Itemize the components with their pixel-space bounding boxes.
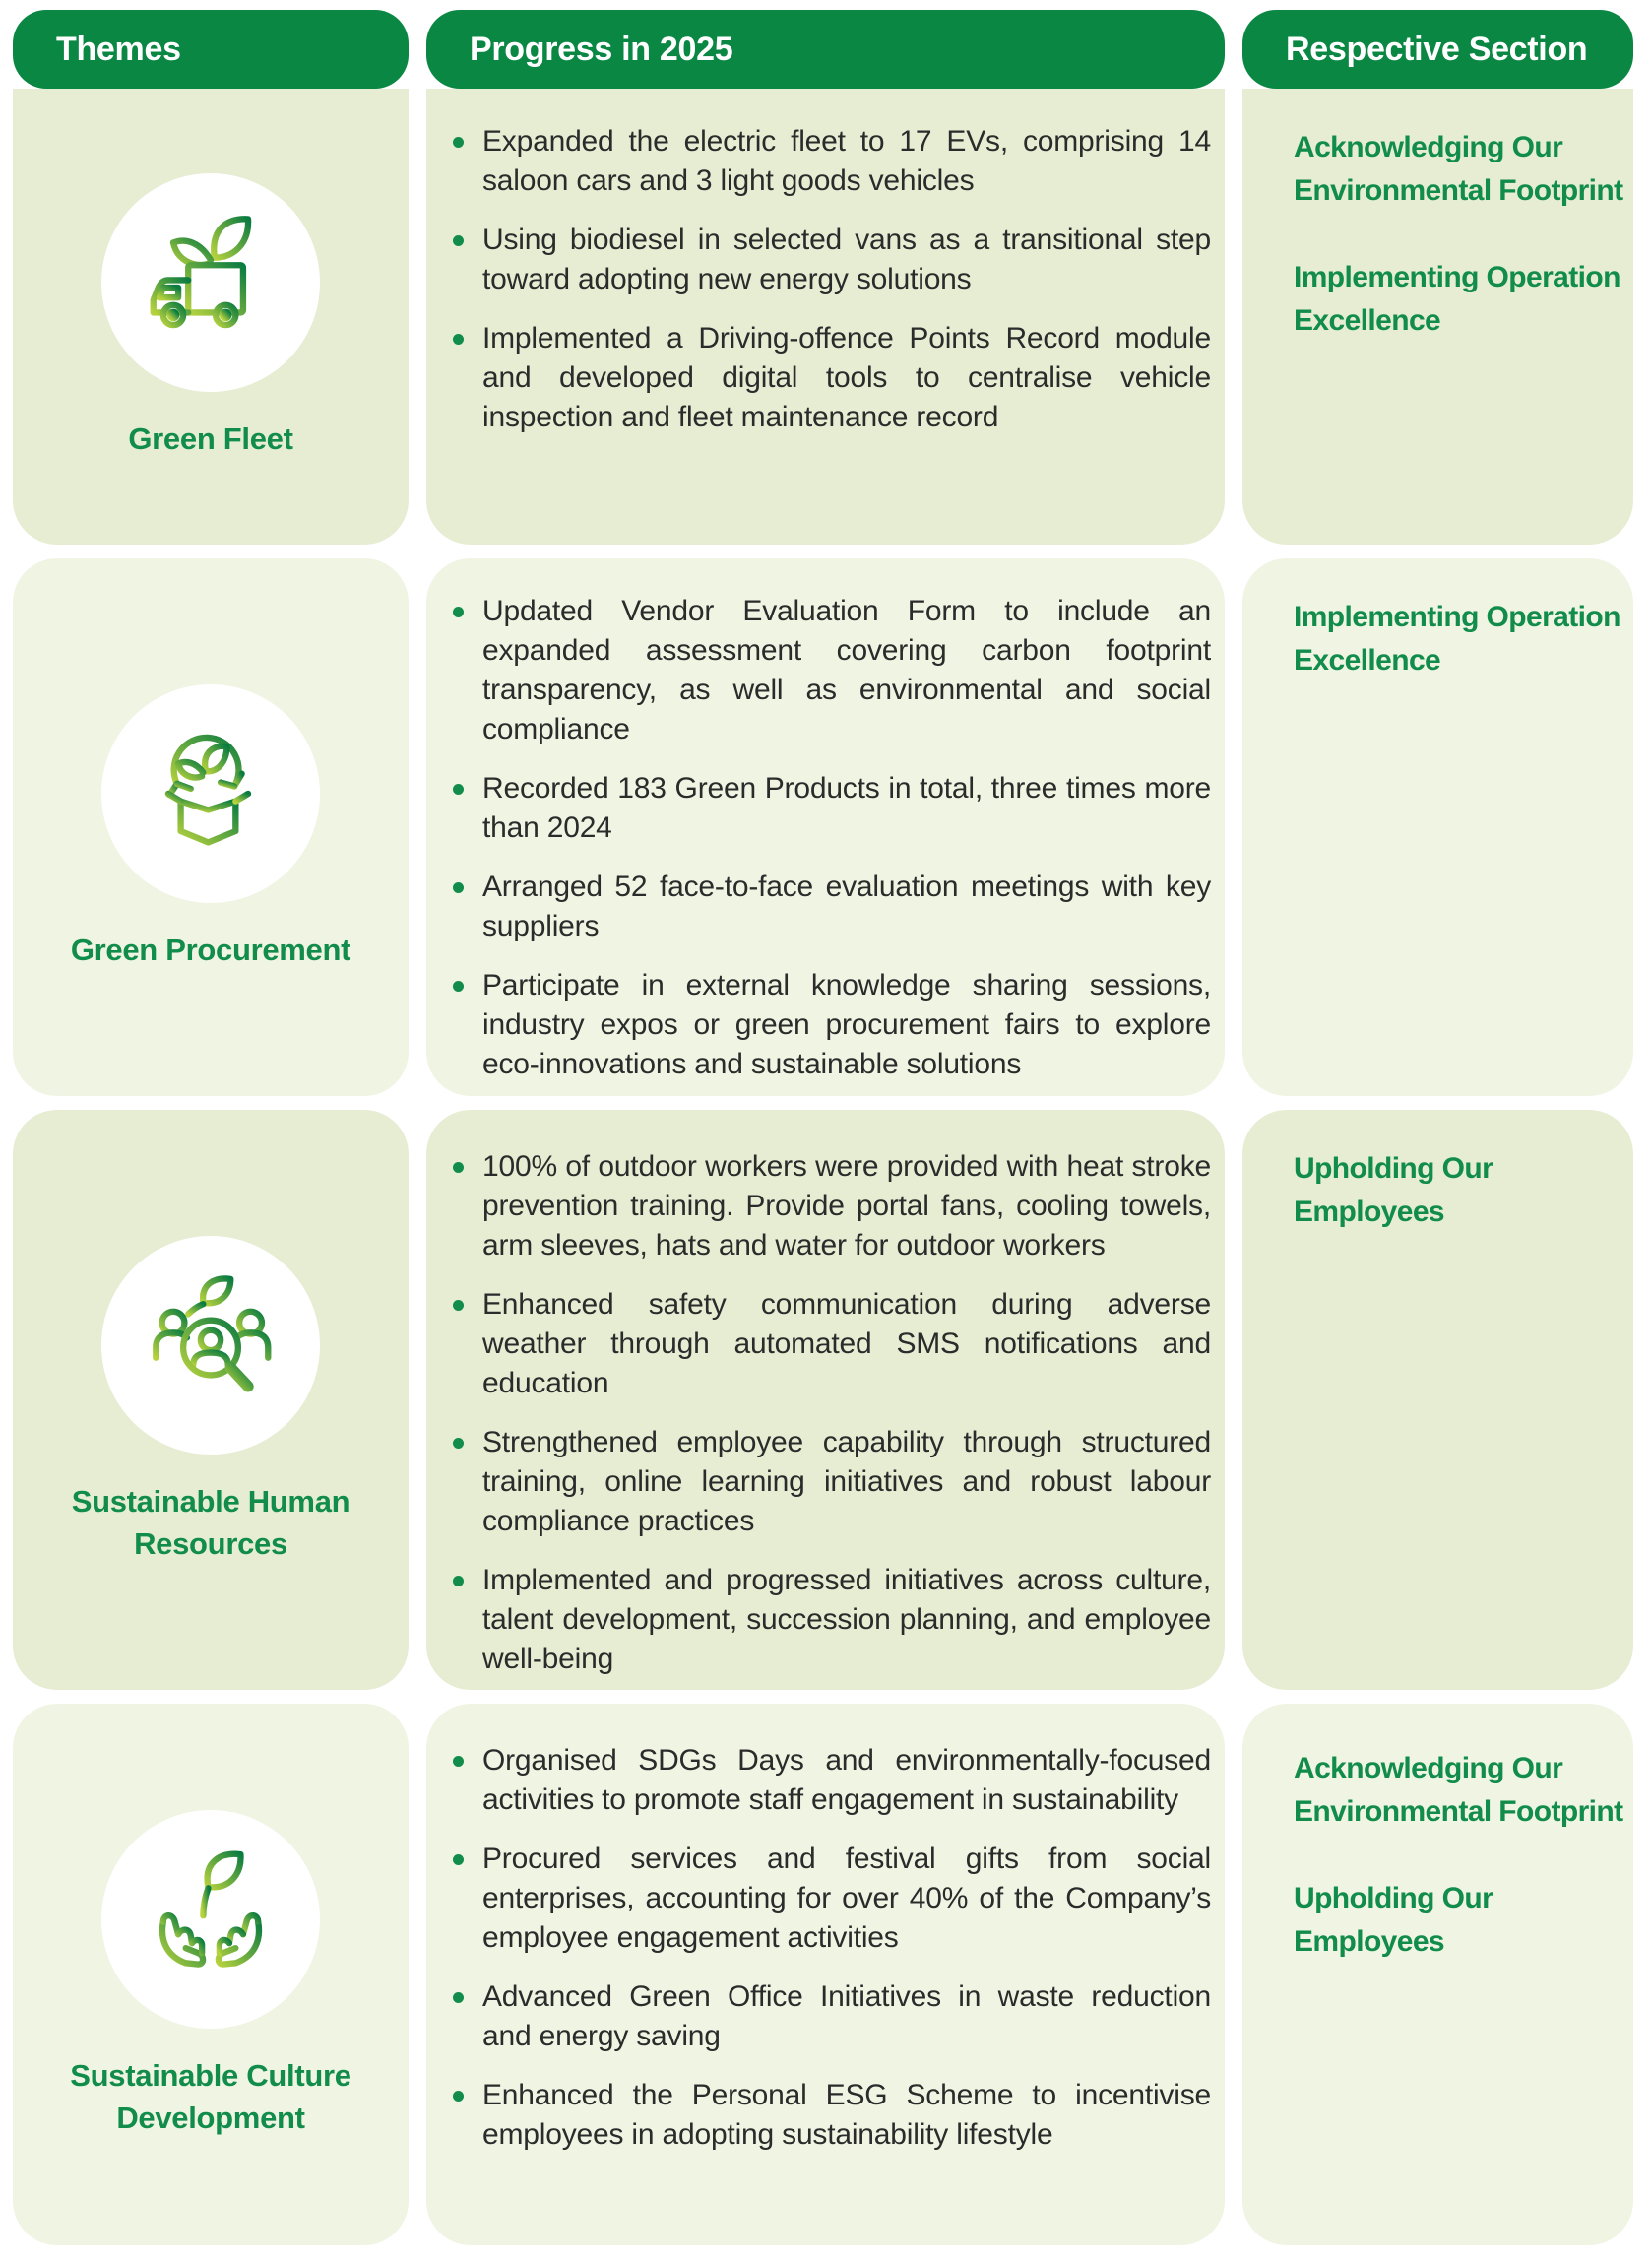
- progress-list: [426, 122, 1211, 437]
- theme-cell-green-procurement: [13, 558, 409, 1096]
- progress-item: Enhanced the Personal ESG Scheme to incentivise employees in adopting sustainability lifestyle: [426, 2076, 1211, 2155]
- progress-list: [426, 1147, 1211, 1679]
- section-cell-green-fleet: [1242, 89, 1633, 545]
- section-link: Implementing Operation Excellence: [1294, 261, 1620, 337]
- progress-item: Using biodiesel in selected vans as a transitional step toward adopting new energy solutions: [426, 221, 1211, 299]
- progress-item: Expanded the electric fleet to 17 EVs, comprising 14 saloon cars and 3 light goods vehicles: [426, 122, 1211, 201]
- section-link: Acknowledging Our Environmental Footprint: [1294, 1752, 1623, 1828]
- sustainable-culture-hands-leaf-icon: [136, 1844, 286, 1994]
- green-fleet-icon-circle: [101, 173, 320, 392]
- themes-column-header: [13, 10, 409, 89]
- sustainable-hr-icon-circle: [101, 1236, 320, 1455]
- green-fleet-truck-leaves-icon: [136, 208, 286, 357]
- progress-item: Implemented and progressed initiatives across culture, talent development, succession planning, and employee well-being: [426, 1561, 1211, 1679]
- section-cell-sustainable-culture-development: [1242, 1704, 1633, 2245]
- progress-item: Advanced Green Office Initiatives in waste reduction and energy saving: [426, 1977, 1211, 2056]
- green-procurement-box-recycle-icon: [136, 719, 286, 869]
- theme-cell-sustainable-culture-development: [13, 1704, 409, 2245]
- progress-item: Strengthened employee capability through structured training, online learning initiatives and robust labour compliance practices: [426, 1423, 1211, 1541]
- progress-cell-green-procurement: [426, 558, 1225, 1096]
- progress-item: Updated Vendor Evaluation Form to include an expanded assessment covering carbon footprint transparency, as well as environmental and social compliance: [426, 592, 1211, 749]
- theme-label-green-fleet: Green Fleet: [128, 421, 293, 456]
- green-procurement-icon-circle: [101, 684, 320, 903]
- progress-cell-sustainable-human-resources: [426, 1110, 1225, 1690]
- themes-header-label: Themes: [56, 30, 181, 68]
- progress-column-header: [426, 10, 1225, 89]
- progress-item: Recorded 183 Green Products in total, three times more than 2024: [426, 769, 1211, 848]
- respective-section-header-label: Respective Section: [1286, 30, 1588, 68]
- progress-item: Enhanced safety communication during adverse weather through automated SMS notifications and education: [426, 1285, 1211, 1403]
- section-link: Upholding Our Employees: [1294, 1152, 1493, 1228]
- sustainable-hr-people-magnifier-icon: [136, 1270, 286, 1420]
- three-column-table: [13, 10, 1633, 2245]
- progress-item: Organised SDGs Days and environmentally-focused activities to promote staff engagement in sustainability: [426, 1741, 1211, 1820]
- progress-header-label: Progress in 2025: [470, 30, 733, 68]
- section-cell-green-procurement: [1242, 558, 1633, 1096]
- progress-cell-green-fleet: [426, 89, 1225, 545]
- theme-cell-sustainable-human-resources: [13, 1110, 409, 1690]
- progress-item: Arranged 52 face-to-face evaluation meetings with key suppliers: [426, 868, 1211, 946]
- progress-item: Participate in external knowledge sharing sessions, industry expos or green procurement fairs to explore eco-innovations and sustainable solutions: [426, 966, 1211, 1084]
- section-cell-sustainable-human-resources: [1242, 1110, 1633, 1690]
- progress-item: Procured services and festival gifts from social enterprises, accounting for over 40% of the Company’s employee engagement activities: [426, 1840, 1211, 1958]
- progress-list: [426, 592, 1211, 1084]
- theme-label-sustainable-human-resources: Sustainable Human Resources: [71, 1483, 350, 1561]
- theme-cell-green-fleet: [13, 89, 409, 545]
- respective-section-column-header: [1242, 10, 1633, 89]
- section-link: Implementing Operation Excellence: [1294, 601, 1620, 677]
- section-link: Upholding Our Employees: [1294, 1882, 1493, 1958]
- section-link: Acknowledging Our Environmental Footprint: [1294, 131, 1623, 207]
- progress-item: 100% of outdoor workers were provided with heat stroke prevention training. Provide portal fans, cooling towels, arm sleeves, hats and water for outdoor workers: [426, 1147, 1211, 1265]
- sustainable-culture-icon-circle: [101, 1810, 320, 2029]
- theme-label-green-procurement: Green Procurement: [70, 932, 351, 967]
- theme-label-sustainable-culture-development: Sustainable Culture Development: [70, 2058, 351, 2135]
- progress-cell-sustainable-culture-development: [426, 1704, 1225, 2245]
- progress-item: Implemented a Driving-offence Points Record module and developed digital tools to centralise vehicle inspection and fleet maintenance record: [426, 319, 1211, 437]
- progress-list: [426, 1741, 1211, 2155]
